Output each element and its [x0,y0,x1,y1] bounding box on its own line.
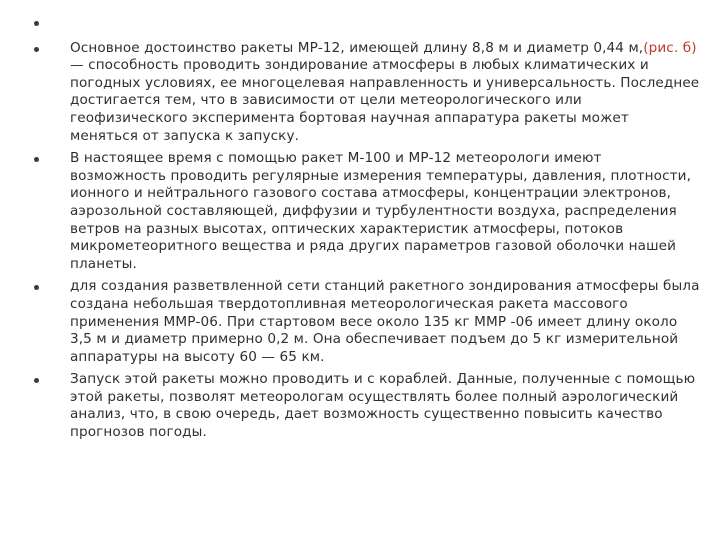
figure-reference: (рис. б) [643,39,697,56]
list-item-text: В настоящее время с помощью ракет М-100 и МР-12 метеорологи имеют возможность проводить регулярные измерения температуры, давления, плотности, ионного и нейтрального газового состава атмосферы, концентрации электронов, аэрозольной составляющей, диффузии и турбулентности воздуха, распределения ветров на разных высотах, оптических характеристик атмосферы, потоков микрометеоритного вещества и ряда других параметров газовой оболочки нашей планеты. [70,150,692,272]
list-item-text: Основное достоинство ракеты МР-12, имеющей длину 8,8 м и диаметр 0,44 м, [70,39,644,56]
list-item-empty [34,14,700,32]
bullet-dot-icon [34,21,39,26]
bullet-dot-icon [34,285,39,290]
bullet-dot-icon [34,157,39,162]
list-item-text-continued: — способность проводить зондирование атмосферы в любых климатических и погодных условиях, ее многоцелевая направленность и универсальность. Последнее достигается тем, что в зависимости от цели метеорологического или геофизического эксперимента бортовая научная аппаратура ракеты может меняться от запуска к запуску. [70,57,700,144]
list-item-ship-launch [34,371,700,441]
bullet-list [34,14,700,442]
list-item-mr12-advantage [34,40,700,146]
list-item-mmr06 [34,278,700,366]
bullet-dot-icon [34,378,39,383]
list-item-text: для создания разветвленной сети станций ракетного зондирования атмосферы была создана небольшая твердотопливная метеорологическая ракета массового применения ММР-06. При стартовом весе около 135 кг ММР -06 имеет длину около 3,5 м и диаметр примерно 0,2 м. Она обеспечивает подъем до 5 кг измерительной аппаратуры на высоту 60 — 65 км. [70,278,700,365]
list-item-text: Запуск этой ракеты можно проводить и с кораблей. Данные, полученные с помощью этой ракеты, позволят метеорологам осуществлять более полный аэрологический анализ, что, в свою очередь, дает возможность существенно повысить качество прогнозов погоды. [70,371,696,441]
list-item-measurements [34,150,700,273]
bullet-dot-icon [34,47,39,52]
